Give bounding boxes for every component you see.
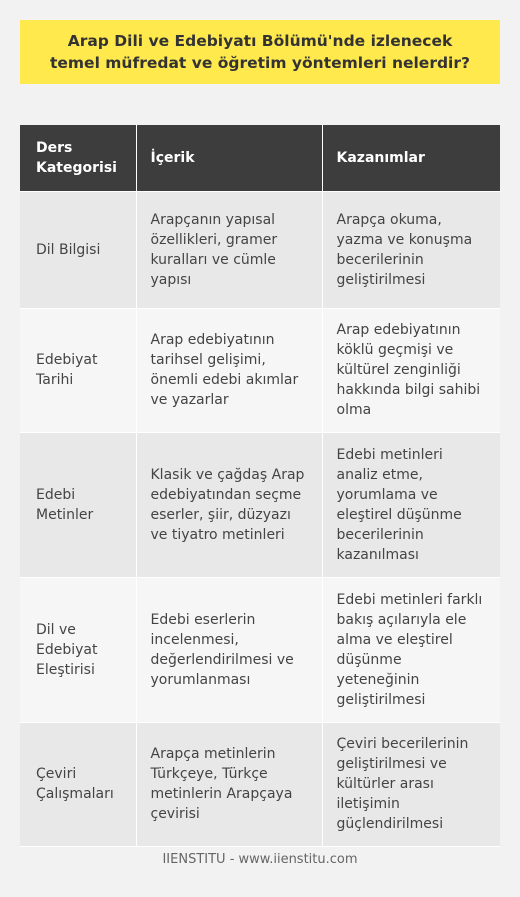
table-row [20, 722, 500, 846]
table-row [20, 308, 500, 432]
cell-outcome: Edebi metinleri farklı bakış açılarıyla ele alma ve eleştirel düşünme yeteneğinin geliştirilmesi [322, 577, 500, 722]
curriculum-table [20, 125, 500, 847]
table-row [20, 577, 500, 722]
cell-category: Çeviri Çalışmaları [20, 722, 136, 846]
header-outcomes: Kazanımlar [322, 125, 500, 191]
cell-outcome: Arapça okuma, yazma ve konuşma becerilerinin geliştirilmesi [322, 191, 500, 308]
footer-credit: IIENSTITU - www.iienstitu.com [162, 852, 358, 867]
cell-outcome: Edebi metinleri analiz etme, yorumlama ve eleştirel düşünme becerilerinin kazanılması [322, 432, 500, 577]
cell-content: Arapçanın yapısal özellikleri, gramer kuralları ve cümle yapısı [136, 191, 322, 308]
cell-outcome: Çeviri becerilerinin geliştirilmesi ve kültürler arası iletişimin güçlendirilmesi [322, 722, 500, 846]
table-row [20, 432, 500, 577]
table-row [20, 191, 500, 308]
cell-category: Edebi Metinler [20, 432, 136, 577]
header-category: Ders Kategorisi [20, 125, 136, 191]
cell-category: Edebiyat Tarihi [20, 308, 136, 432]
cell-category: Dil Bilgisi [20, 191, 136, 308]
title-banner [20, 20, 500, 84]
header-content: İçerik [136, 125, 322, 191]
cell-content: Edebi eserlerin incelenmesi, değerlendirilmesi ve yorumlanması [136, 577, 322, 722]
cell-content: Arapça metinlerin Türkçeye, Türkçe metinlerin Arapçaya çevirisi [136, 722, 322, 846]
page-title: Arap Dili ve Edebiyatı Bölümü'nde izlenecek temel müfredat ve öğretim yöntemleri nelerdir? [49, 32, 471, 72]
cell-content: Klasik ve çağdaş Arap edebiyatından seçme eserler, şiir, düzyazı ve tiyatro metinleri [136, 432, 322, 577]
table-header-row [20, 125, 500, 191]
cell-content: Arap edebiyatının tarihsel gelişimi, önemli edebi akımlar ve yazarlar [136, 308, 322, 432]
cell-category: Dil ve Edebiyat Eleştirisi [20, 577, 136, 722]
cell-outcome: Arap edebiyatının köklü geçmişi ve kültürel zenginliği hakkında bilgi sahibi olma [322, 308, 500, 432]
